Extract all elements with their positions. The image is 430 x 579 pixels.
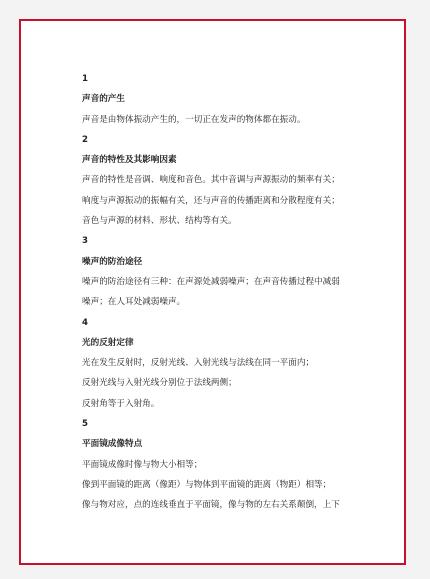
section-title: 平面镜成像特点: [82, 439, 143, 450]
section-title: 光的反射定律: [82, 337, 134, 348]
body-line: 声音是由物体振动产生的，一切正在发声的物体都在振动。: [82, 114, 306, 125]
section-title: 声音的产生: [82, 94, 125, 105]
section-number: 2: [82, 134, 88, 145]
body-line: 平面镜成像时像与物大小相等；: [82, 459, 203, 470]
section-title: 声音的特性及其影响因素: [82, 155, 177, 166]
section-number: 5: [82, 419, 88, 430]
section-title: 噪声的防治途径: [82, 256, 143, 267]
document-page: [19, 19, 406, 565]
body-line: 声音的特性是音调、响度和音色。其中音调与声源振动的频率有关；: [82, 175, 340, 186]
body-line: 光在发生反射时，反射光线、入射光线与法线在同一平面内；: [82, 358, 315, 369]
body-line: 噪声；在人耳处减弱噪声。: [82, 297, 186, 308]
section-number: 3: [82, 236, 88, 247]
body-line: 像到平面镜的距离（像距）与物体到平面镜的距离（物距）相等；: [82, 479, 332, 490]
body-line: 像与物对应，点的连线垂直于平面镜，像与物的左右关系颠倒，上下: [82, 500, 340, 511]
body-line: 反射角等于入射角。: [82, 398, 160, 409]
body-line: 噪声的防治途径有三种：在声源处减弱噪声；在声音传播过程中减弱: [82, 276, 340, 287]
body-line: 音色与声源的材料、形状、结构等有关。: [82, 216, 237, 227]
body-line: 反射光线与入射光线分别位于法线两侧；: [82, 378, 237, 389]
section-number: 4: [82, 317, 88, 328]
section-number: 1: [82, 74, 88, 84]
document-content: [82, 74, 382, 521]
body-line: 响度与声源振动的振幅有关，还与声音的传播距离和分散程度有关；: [82, 195, 340, 206]
